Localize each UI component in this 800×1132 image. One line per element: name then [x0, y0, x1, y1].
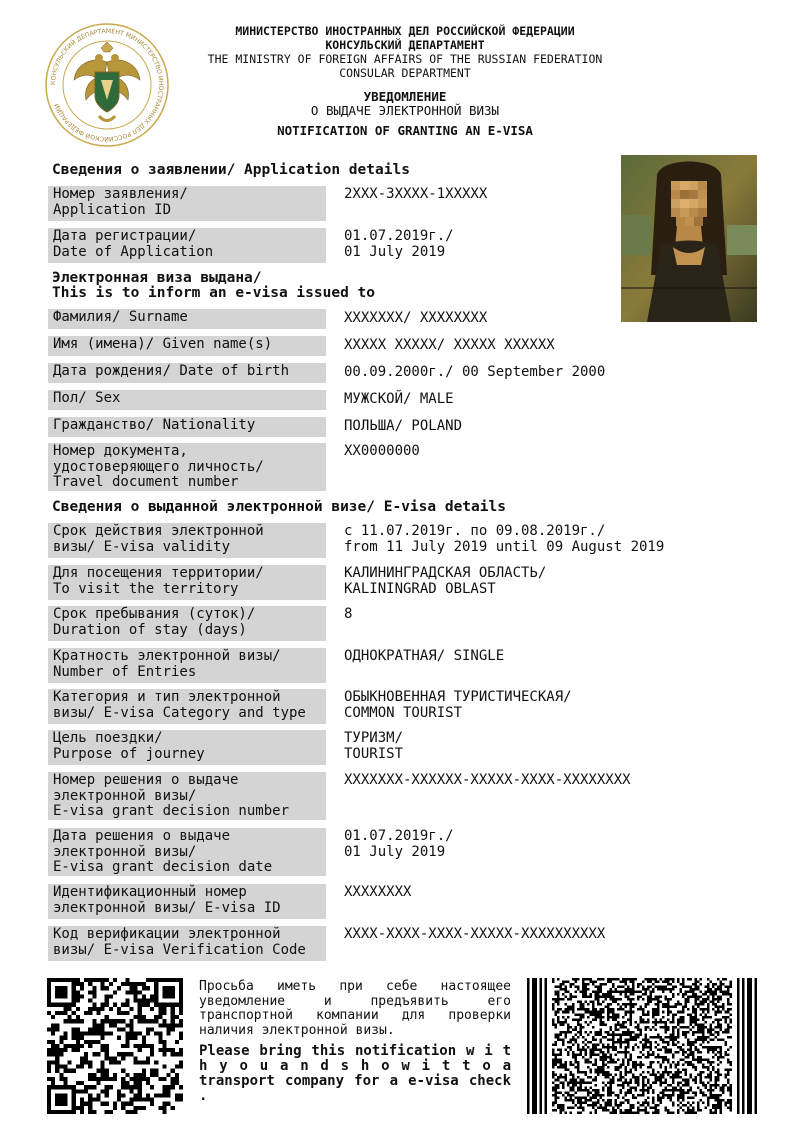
value-evisa-validity: с 11.07.2019г. по 09.08.2019г./ from 11 July 2019 until 09 August 2019 [344, 523, 665, 555]
value-sex: МУЖСКОЙ/ MALE [344, 391, 454, 407]
applicant-photo [621, 155, 757, 322]
label-category-type: Категория и тип электронной визы/ E-visa Category and type [48, 689, 326, 724]
label-number-of-entries: Кратность электронной визы/ Number of Entries [48, 648, 326, 683]
consular-seal-icon [44, 22, 170, 148]
label-sex: Пол/ Sex [48, 390, 326, 410]
note-ru: Просьба иметь при себе настоящее уведомление и предъявить его транспортной компании для проверки наличия электронной визы. [199, 979, 511, 1038]
value-verification-code: XXXX-XXXX-XXXX-XXXXX-XXXXXXXXXX [344, 926, 606, 942]
value-travel-document: XX0000000 [344, 443, 420, 459]
section-title-application: Сведения о заявлении/ Application details [52, 162, 410, 178]
label-territory: Для посещения территории/ To visit the territory [48, 565, 326, 600]
label-date-of-application: Дата регистрации/ Date of Application [48, 228, 326, 263]
label-date-of-birth: Дата рождения/ Date of birth [48, 363, 326, 383]
label-verification-code: Код верификации электронной визы/ E-visa Verification Code [48, 926, 326, 961]
label-given-names: Имя (имена)/ Given name(s) [48, 336, 326, 356]
qr-code-icon [47, 978, 183, 1114]
pixelated-face [671, 181, 707, 226]
section-title-evisa: Сведения о выданной электронной визе/ E-visa details [52, 499, 506, 515]
value-purpose: ТУРИЗМ/ TOURIST [344, 730, 404, 762]
department-name-en: CONSULAR DEPARTMENT [339, 66, 471, 80]
value-date-of-birth: 00.09.2000г./ 00 September 2000 [344, 364, 606, 380]
label-nationality: Гражданство/ Nationality [48, 417, 326, 437]
ministry-header-ru [185, 24, 625, 52]
value-date-of-application: 01.07.2019г./ 01 July 2019 [344, 228, 454, 260]
value-application-id: 2XXX-3XXXX-1XXXXX [344, 186, 488, 202]
label-evisa-validity: Срок действия электронной визы/ E-visa validity [48, 523, 326, 558]
value-number-of-entries: ОДНОКРАТНАЯ/ SINGLE [344, 648, 505, 664]
document-title-ru-line1: УВЕДОМЛЕНИЕ [363, 89, 447, 104]
ministry-header-en [185, 52, 625, 80]
value-territory: КАЛИНИНГРАДСКАЯ ОБЛАСТЬ/ KALININGRAD OBLAST [344, 565, 547, 597]
label-decision-number: Номер решения о выдаче электронной визы/ E-visa grant decision number [48, 772, 326, 820]
value-decision-number: XXXXXXX-XXXXXX-XXXXX-XXXX-XXXXXXXX [344, 772, 631, 788]
ministry-name-ru: МИНИСТЕРСТВО ИНОСТРАННЫХ ДЕЛ РОССИЙСКОЙ ФЕДЕРАЦИИ [235, 24, 575, 38]
label-purpose: Цель поездки/ Purpose of journey [48, 730, 326, 765]
seal-ring-text: КОНСУЛЬСКИЙ ДЕПАРТАМЕНТ МИНИСТЕРСТВО ИНОСТРАННЫХ ДЕЛ РОССИЙСКОЙ ФЕДЕРАЦИИ [49, 27, 165, 143]
label-duration-of-stay: Срок пребывания (суток)/ Duration of stay (days) [48, 606, 326, 641]
document-title-en: NOTIFICATION OF GRANTING AN E-VISA [277, 123, 533, 138]
value-category-type: ОБЫКНОВЕННАЯ ТУРИСТИЧЕСКАЯ/ COMMON TOURIST [344, 689, 572, 721]
label-decision-date: Дата решения о выдаче электронной визы/ E-visa grant decision date [48, 828, 326, 876]
value-given-names: XXXXX XXXXX/ XXXXX XXXXXX [344, 337, 555, 353]
value-evisa-id: XXXXXXXX [344, 884, 412, 900]
ministry-name-en: THE MINISTRY OF FOREIGN AFFAIRS OF THE RUSSIAN FEDERATION [207, 52, 603, 66]
pdf417-barcode-icon [527, 978, 757, 1114]
label-evisa-id: Идентификационный номер электронной визы/ E-visa ID [48, 884, 326, 919]
document-title-ru-line2: О ВЫДАЧЕ ЭЛЕКТРОННОЙ ВИЗЫ [310, 103, 500, 118]
value-duration-of-stay: 8 [344, 606, 353, 622]
label-surname: Фамилия/ Surname [48, 309, 326, 329]
value-nationality: ПОЛЬША/ POLAND [344, 418, 463, 434]
section-title-issued-to: Электронная виза выдана/ This is to inform an e-visa issued to [52, 270, 376, 301]
value-surname: XXXXXXX/ XXXXXXXX [344, 310, 488, 326]
label-application-id: Номер заявления/ Application ID [48, 186, 326, 221]
note-en: Please bring this notification w i t h y o u a n d s h o w i t t o a transport company for a e-visa check . [199, 1043, 511, 1104]
department-name-ru: КОНСУЛЬСКИЙ ДЕПАРТАМЕНТ [325, 38, 485, 52]
label-travel-document: Номер документа, удостоверяющего личность/ Travel document number [48, 443, 326, 491]
value-decision-date: 01.07.2019г./ 01 July 2019 [344, 828, 454, 860]
